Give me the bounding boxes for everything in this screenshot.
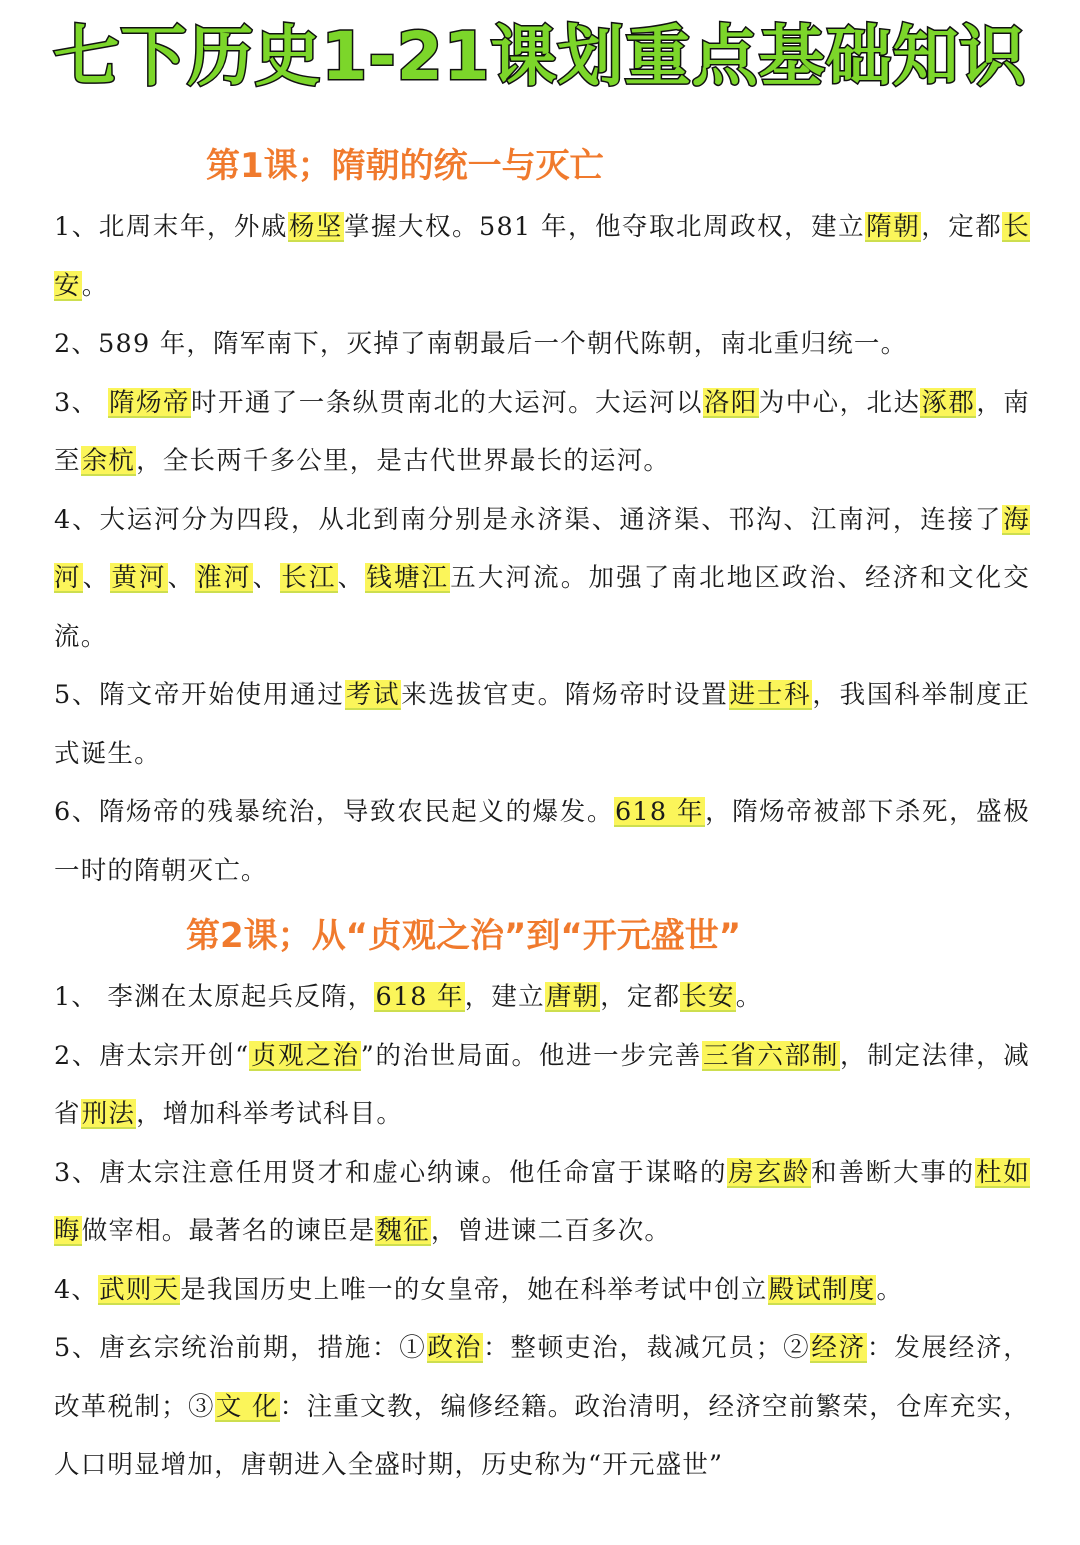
item-text: 掌握大权。581 年，他夺取北周政权，建立 [343,212,866,242]
knowledge-item [54,315,1030,374]
item-text: 5、隋文帝开始使用通过 [54,680,345,710]
knowledge-item [54,666,1030,783]
lesson-2-heading: 第2课；从“贞观之治”到“开元盛世” [186,916,742,956]
highlighted-term: 房玄龄 [728,1157,811,1188]
item-text: ，增加科举考试科目。 [136,1099,404,1129]
item-text: 、 [167,563,196,593]
knowledge-item [54,1319,1030,1495]
lesson-1-heading: 第1课；隋朝的统一与灭亡 [206,146,604,186]
highlighted-term: 黄河 [111,563,167,593]
knowledge-item [54,374,1030,491]
knowledge-item [54,1144,1030,1261]
page-title: 七下历史1-21课划重点基础知识 [53,18,1027,95]
highlighted-term: 经济 [811,1333,866,1363]
item-text: 、 [337,563,366,593]
item-text: 1、 李渊在太原起兵反隋， [54,982,375,1012]
item-text: ，南至 [54,387,1030,476]
item-text: ”的治世局面。他进一步完善 [360,1040,702,1071]
item-text: 1、北周末年，外戚 [54,212,288,242]
highlighted-term: 杨坚 [288,212,343,242]
item-text: 6、隋炀帝的残暴统治，导致农民起义的爆发。 [54,797,614,827]
item-text: 时开通了一条纵贯南北的大运河。大运河以 [190,387,703,418]
item-text: 5、唐玄宗统治前期，措施：① [54,1333,427,1363]
knowledge-item [54,491,1030,667]
item-text: 。 [81,270,109,301]
lesson-1-items [0,198,1080,900]
knowledge-item [54,198,1030,315]
item-text: 。 [735,982,763,1012]
lesson-2-items [0,968,1080,1495]
highlighted-term: 贞观之治 [250,1040,360,1071]
item-text: ，我国科举制度正式诞生。 [54,680,1030,769]
highlighted-term: 洛阳 [703,387,758,418]
knowledge-item [54,968,1030,1027]
item-text: 。 [876,1274,904,1305]
highlighted-term: 钱塘江 [366,563,450,593]
item-text: ，制定法律，减省 [54,1040,1030,1129]
highlighted-term: 618 年 [615,797,705,827]
highlighted-term: 余杭 [81,446,136,476]
highlighted-term: 长安 [54,212,1030,301]
highlighted-term: 隋炀帝 [109,387,190,418]
highlighted-term: 淮河 [196,563,252,593]
item-text: ，定都 [600,982,681,1012]
highlighted-term: 文 化 [215,1391,279,1422]
item-text: 2、589 年，隋军南下，灭掉了南朝最后一个朝代陈朝，南北重归统一。 [54,329,908,359]
highlighted-term: 唐朝 [545,982,600,1012]
knowledge-item [54,783,1030,900]
item-text: ，隋炀帝被部下杀死，盛极一时的隋朝灭亡。 [54,797,1030,886]
item-text: 是我国历史上唯一的女皇帝，她在科举考试中创立 [180,1274,768,1305]
highlighted-term: 考试 [345,680,401,710]
knowledge-item [54,1261,1030,1320]
highlighted-term: 进士科 [729,680,812,710]
item-text: ：整顿吏治，裁减冗员；② [483,1333,811,1363]
item-text: 做宰相。最著名的谏臣是 [81,1216,376,1246]
item-text: 2、唐太宗开创“ [54,1040,250,1071]
highlighted-term: 杜如晦 [54,1157,1030,1246]
item-text: ：注重文教，编修经籍。政治清明，经济空前繁荣，仓库充实，人口明显增加，唐朝进入全盛时期，历史称为“开元盛世” [54,1391,1030,1480]
item-text: 和善断大事的 [811,1157,975,1188]
highlighted-term: 618 年 [375,982,464,1012]
highlighted-term: 武则天 [99,1274,180,1305]
item-text: ，全长两千多公里，是古代世界最长的运河。 [136,446,671,476]
highlighted-term: 三省六部制 [703,1040,840,1071]
highlighted-term: 魏征 [376,1216,430,1246]
knowledge-item [54,1027,1030,1144]
item-text: ：发展经济，改革税制；③ [54,1333,1030,1422]
item-text: 3、唐太宗注意任用贤才和虚心纳谏。他任命富于谋略的 [54,1157,728,1188]
item-text: 五大河流。加强了南北地区政治、经济和文化交流。 [54,563,1030,652]
item-text: 、 [82,563,111,593]
highlighted-term: 隋朝 [866,212,921,242]
highlighted-term: 长江 [281,563,337,593]
item-text: ，定都 [921,212,1003,242]
highlighted-term: 涿郡 [921,387,976,418]
item-text: 为中心，北达 [758,387,921,418]
item-text: 3、 [54,387,109,418]
item-text: ，建立 [464,982,545,1012]
item-text: 4、大运河分为四段，从北到南分别是永济渠、通济渠、邗沟、江南河，连接了 [54,504,1003,535]
item-text: 、 [252,563,281,593]
highlighted-term: 政治 [427,1333,483,1363]
item-text: 4、 [54,1274,99,1305]
highlighted-term: 长安 [681,982,735,1012]
item-text: 来选拔官吏。隋炀帝时设置 [401,680,729,710]
highlighted-term: 海河 [54,504,1030,593]
highlighted-term: 刑法 [81,1099,136,1129]
highlighted-term: 殿试制度 [768,1274,876,1305]
item-text: ，曾进谏二百多次。 [430,1216,672,1246]
